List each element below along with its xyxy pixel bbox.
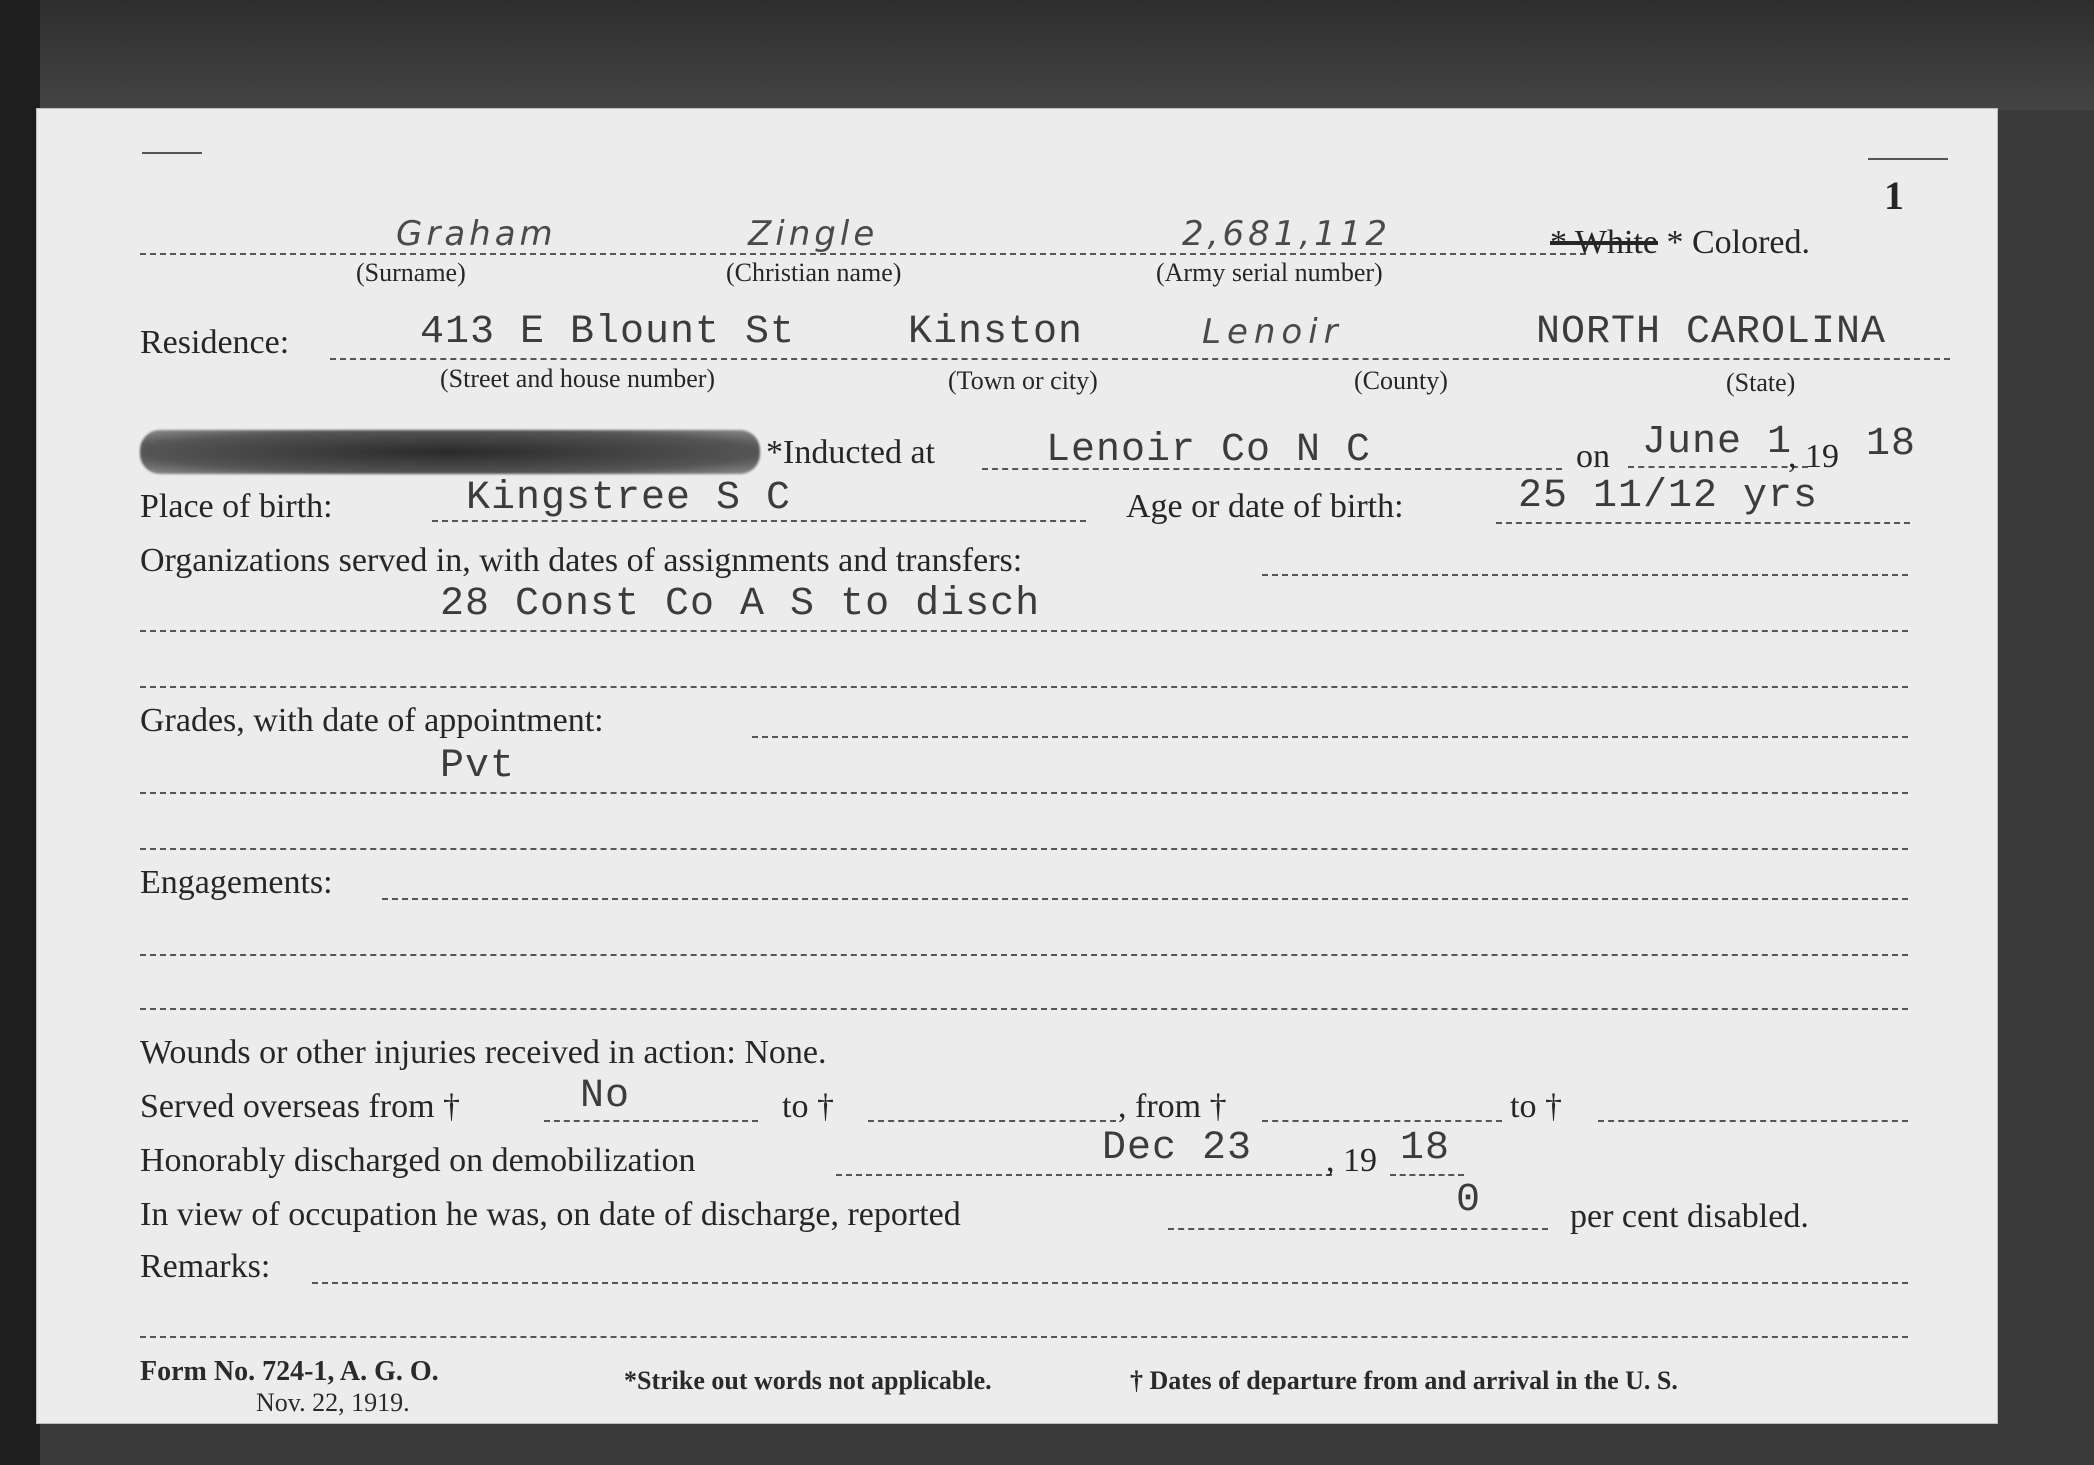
inducted-year-prefix: , 19 [1788,438,1839,475]
overseas-to2-line [1598,1120,1908,1122]
remarks-line-2 [140,1336,1908,1338]
card-number: 1 [1884,173,1904,218]
inducted-year-value: 18 [1866,422,1917,467]
wounds-label: Wounds or other injuries received in action: [140,1034,736,1071]
street-value: 413 E Blount St [420,310,796,355]
inducted-place-value: Lenoir Co N C [1046,428,1372,473]
inducted-date-value: June 1 [1642,420,1793,465]
overseas-label: Served overseas from † [140,1088,461,1125]
discharge-line [836,1174,1332,1176]
christian-name-caption: (Christian name) [726,258,902,287]
organizations-value: 28 Const Co A S to disch [440,582,1041,627]
engagements-line-2 [140,954,1908,956]
birth-place-value: Kingstree S C [466,476,792,521]
surname-caption: (Surname) [356,258,466,287]
organizations-label: Organizations served in, with dates of assignments and transfers: [140,542,1023,579]
grades-line-1 [752,736,1908,738]
race-colored: * Colored. [1666,224,1811,261]
serial-value: 2,681,112 [1182,214,1392,254]
footnote-dates: † Dates of departure from and arrival in the U. S. [1130,1366,1678,1395]
engagements-line-1 [382,898,1908,900]
age-line [1496,522,1910,524]
serial-caption: (Army serial number) [1156,258,1383,287]
inducted-label: *Inducted at [766,434,935,471]
wounds-value: None. [744,1034,827,1071]
overseas-from2-label: , from † [1118,1088,1227,1125]
discharge-year-line [1390,1174,1464,1176]
engagements-label: Engagements: [140,864,333,901]
organizations-line-2 [140,630,1908,632]
state-value: NORTH CAROLINA [1536,310,1887,355]
form-date: Nov. 22, 1919. [256,1388,410,1417]
birth-place-label: Place of birth: [140,488,333,525]
race-white-struck: * White [1550,224,1658,261]
overseas-from-line [544,1120,758,1122]
footnote-strike: *Strike out words not applicable. [624,1366,992,1395]
scan-background-left [0,0,40,1465]
grades-line-3 [140,848,1908,850]
discharge-date-value: Dec 23 [1102,1126,1253,1171]
inducted-date-line [1628,466,1808,468]
overseas-to-label: to † [782,1088,834,1125]
organizations-line-1 [1262,574,1908,576]
overseas-from-value: No [580,1074,631,1119]
county-caption: (County) [1354,366,1448,395]
overseas-to-line [868,1120,1116,1122]
disability-suffix: per cent disabled. [1570,1198,1809,1235]
town-caption: (Town or city) [948,366,1098,395]
discharge-year-value: 18 [1400,1126,1451,1171]
age-label: Age or date of birth: [1126,488,1404,525]
organizations-line-3 [140,686,1908,688]
scan-background-top [0,0,2094,110]
corner-mark-left [142,152,202,154]
residence-label: Residence: [140,324,290,361]
grades-value: Pvt [440,744,516,789]
form-number: Form No. 724-1, A. G. O. [140,1356,439,1387]
engagements-line-3 [140,1008,1908,1010]
age-value: 25 11/12 yrs [1518,474,1819,519]
overseas-to2-label: to † [1510,1088,1562,1125]
state-caption: (State) [1726,368,1796,397]
grades-line-2 [140,792,1908,794]
redaction-smudge [140,430,760,474]
surname-value: Graham [396,214,557,254]
discharge-year-prefix: , 19 [1326,1142,1377,1179]
corner-mark-right [1868,158,1948,160]
remarks-label: Remarks: [140,1248,271,1285]
discharge-label: Honorably discharged on demobilization [140,1142,696,1179]
disability-label: In view of occupation he was, on date of discharge, reported [140,1196,961,1233]
inducted-on-label: on [1576,438,1610,475]
residence-line [330,358,1950,360]
disability-line [1168,1228,1548,1230]
street-caption: (Street and house number) [440,364,716,393]
service-record-card [36,108,1998,1424]
disability-value: 0 [1456,1178,1482,1223]
county-value: Lenoir [1202,312,1344,352]
town-value: Kinston [908,310,1084,355]
overseas-from2-line [1262,1120,1502,1122]
remarks-line-1 [312,1282,1908,1284]
christian-name-value: Zingle [748,214,879,254]
grades-label: Grades, with date of appointment: [140,702,604,739]
